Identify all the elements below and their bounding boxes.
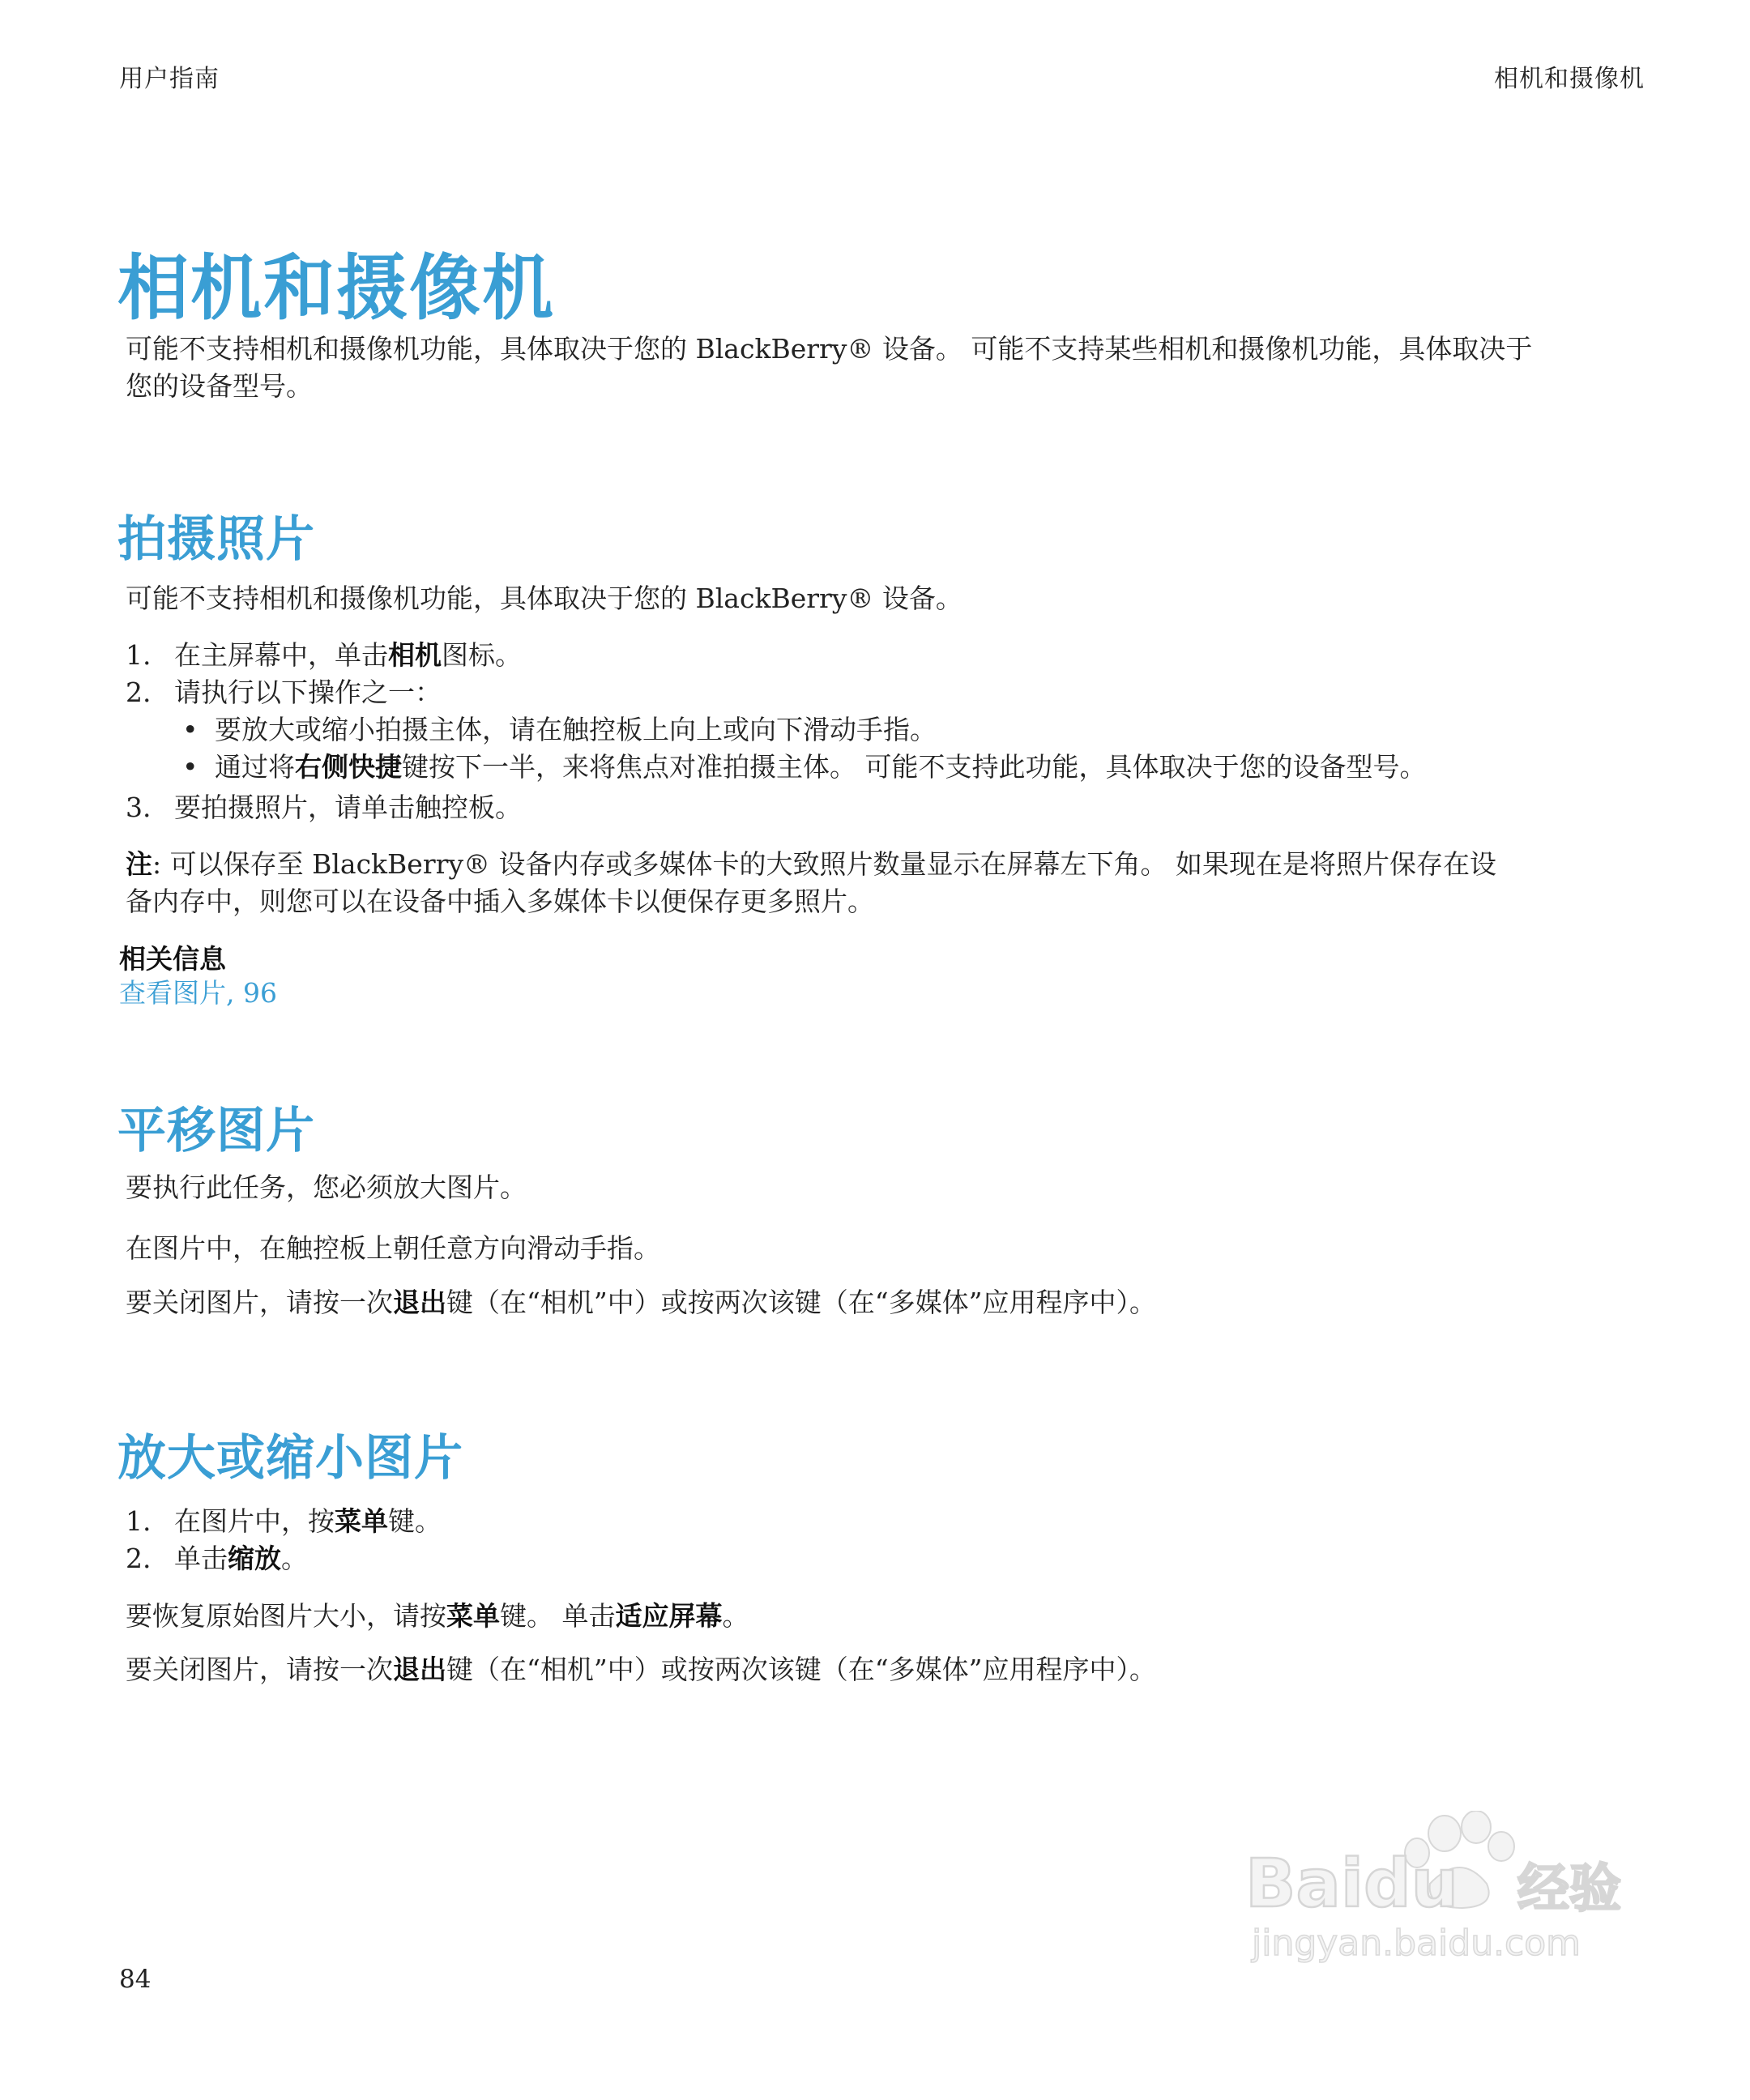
chapter-title: 相机和摄像机 <box>117 246 556 330</box>
bullet-icon: • <box>182 751 198 783</box>
section-heading-take-photo: 拍摄照片 <box>117 511 315 568</box>
bullet-icon: • <box>182 714 198 745</box>
note-line-2: 备内存中，则您可以在设备中插入多媒体卡以便保存更多照片。 <box>126 886 874 917</box>
chapter-intro-line-1: 可能不支持相机和摄像机功能，具体取决于您的 BlackBerry® 设备。 可能不支持某些相机和摄像机功能，具体取决于 <box>126 333 1533 365</box>
step-text: 单击缩放。 <box>174 1543 308 1574</box>
menu-key-label: 菜单 <box>335 1505 388 1537</box>
running-head-left: 用户指南 <box>119 65 220 93</box>
menu-key-label: 菜单 <box>446 1600 500 1632</box>
bullet-2 <box>0 749 1750 786</box>
chapter-intro <box>126 331 1649 405</box>
right-convenience-key-label: 右侧快捷 <box>295 751 402 783</box>
take-photo-intro: 可能不支持相机和摄像机功能，具体取决于您的 BlackBerry® 设备。 <box>126 583 962 614</box>
zoom-step-1 <box>0 1503 1750 1540</box>
page-number: 84 <box>119 1965 152 1994</box>
step-2 <box>0 674 1750 711</box>
escape-key-label: 退出 <box>393 1287 446 1318</box>
step-text: 要拍摄照片，请单击触控板。 <box>174 792 522 823</box>
chapter-intro-line-2: 您的设备型号。 <box>126 370 313 402</box>
note <box>126 846 1649 920</box>
pan-paragraph-3: 要关闭图片，请按一次退出键（在“相机”中）或按两次该键（在“多媒体”应用程序中）。 <box>126 1287 1156 1318</box>
section-heading-zoom: 放大或缩小图片 <box>117 1430 463 1487</box>
step-text: 请执行以下操作之一： <box>174 677 442 708</box>
watermark-brand: Baidu <box>1245 1846 1459 1923</box>
step-text: 在图片中，按菜单键。 <box>174 1505 442 1537</box>
zoom-paragraph-1: 要恢复原始图片大小，请按菜单键。 单击适应屏幕。 <box>126 1600 749 1632</box>
fit-screen-label: 适应屏幕 <box>615 1600 723 1632</box>
zoom-paragraph-2: 要关闭图片，请按一次退出键（在“相机”中）或按两次该键（在“多媒体”应用程序中）。 <box>126 1654 1156 1685</box>
bullet-text: 通过将右侧快捷键按下一半，来将焦点对准拍摄主体。 可能不支持此功能，具体取决于您的设备型号。 <box>215 751 1427 783</box>
step-3 <box>0 789 1750 826</box>
step-number: 1. <box>126 1505 152 1537</box>
step-text: 在主屏幕中，单击相机图标。 <box>174 639 522 671</box>
pan-paragraph-1: 要执行此任务，您必须放大图片。 <box>126 1172 527 1203</box>
watermark-suffix: 经验 <box>1517 1859 1621 1919</box>
camera-icon-label: 相机 <box>388 639 442 671</box>
section-heading-pan: 平移图片 <box>117 1103 315 1159</box>
escape-key-label: 退出 <box>393 1654 446 1685</box>
step-number: 1. <box>126 639 152 671</box>
watermark-url: jingyan.baidu.com <box>1252 1923 1581 1964</box>
related-info-heading: 相关信息 <box>119 943 226 975</box>
bullet-text: 要放大或缩小拍摄主体，请在触控板上向上或向下滑动手指。 <box>215 714 937 745</box>
note-label: 注 <box>126 848 152 880</box>
baidu-jingyan-watermark <box>1244 1811 1665 1973</box>
step-number: 3. <box>126 792 152 823</box>
pan-paragraph-2: 在图片中，在触控板上朝任意方向滑动手指。 <box>126 1232 660 1264</box>
note-line-1: 注: 可以保存至 BlackBerry® 设备内存或多媒体卡的大致照片数量显示在屏幕左下角。 如果现在是将照片保存在设 <box>126 848 1497 880</box>
bullet-1 <box>0 711 1750 749</box>
zoom-menu-item-label: 缩放 <box>228 1543 281 1574</box>
zoom-step-2 <box>0 1540 1750 1577</box>
step-number: 2. <box>126 677 152 708</box>
running-head-right: 相机和摄像机 <box>1494 65 1645 93</box>
step-1 <box>0 637 1750 674</box>
related-link-view-pictures[interactable]: 查看图片, 96 <box>119 977 277 1009</box>
step-number: 2. <box>126 1543 152 1574</box>
